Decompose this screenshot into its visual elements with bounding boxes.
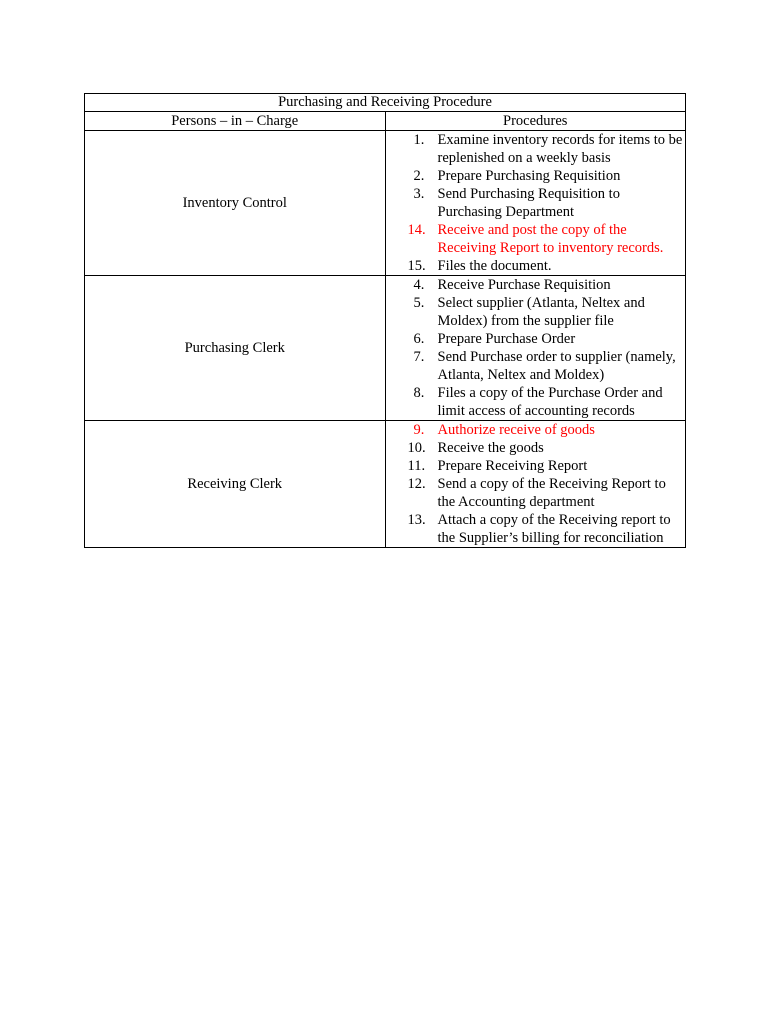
- table-title: Purchasing and Receiving Procedure: [85, 94, 686, 112]
- step-text: Files a copy of the Purchase Order and limit access of accounting records: [437, 385, 663, 419]
- step-text: Receive the goods: [437, 440, 544, 456]
- procedure-step: [386, 257, 686, 275]
- table-row: [85, 276, 686, 421]
- procedure-step: [386, 348, 686, 384]
- step-number: 14.: [407, 222, 426, 238]
- person-in-charge-cell: Purchasing Clerk: [85, 276, 386, 421]
- procedure-step: [386, 221, 686, 257]
- step-number: 8.: [413, 385, 425, 401]
- procedure-list: [386, 131, 686, 275]
- procedure-list: [386, 421, 686, 547]
- step-number: 4.: [413, 277, 425, 293]
- step-text: Receive Purchase Requisition: [437, 277, 611, 293]
- procedure-step: [386, 439, 686, 457]
- step-text: Attach a copy of the Receiving report to the Supplier’s billing for reconciliation: [437, 512, 671, 546]
- step-text: Send Purchasing Requisition to Purchasing Department: [437, 186, 620, 220]
- table-header-row: [85, 112, 686, 131]
- step-number: 6.: [413, 331, 425, 347]
- step-number: 9.: [413, 422, 425, 438]
- procedure-list: [386, 276, 686, 420]
- procedure-step: [386, 475, 686, 511]
- step-number: 15.: [407, 258, 426, 274]
- step-number: 12.: [407, 476, 426, 492]
- procedures-cell: [385, 276, 686, 421]
- person-in-charge-cell: Receiving Clerk: [85, 421, 386, 548]
- person-in-charge-cell: Inventory Control: [85, 131, 386, 276]
- step-number: 11.: [407, 458, 426, 474]
- step-number: 2.: [413, 168, 425, 184]
- procedures-cell: [385, 131, 686, 276]
- procedure-step: [386, 421, 686, 439]
- procedure-table: [84, 93, 686, 548]
- table-row: [85, 421, 686, 548]
- step-number: 5.: [413, 295, 425, 311]
- step-text: Authorize receive of goods: [437, 422, 595, 438]
- step-text: Select supplier (Atlanta, Neltex and Moldex) from the supplier file: [437, 295, 645, 329]
- step-text: Send a copy of the Receiving Report to the Accounting department: [437, 476, 666, 510]
- step-text: Prepare Purchasing Requisition: [437, 168, 621, 184]
- procedure-step: [386, 384, 686, 420]
- procedure-step: [386, 276, 686, 294]
- step-text: Prepare Receiving Report: [437, 458, 588, 474]
- header-persons-in-charge: Persons – in – Charge: [85, 112, 386, 131]
- procedure-step: [386, 185, 686, 221]
- step-number: 1.: [413, 132, 425, 148]
- step-text: Prepare Purchase Order: [437, 331, 576, 347]
- step-number: 7.: [413, 349, 425, 365]
- procedure-step: [386, 511, 686, 547]
- header-procedures: Procedures: [385, 112, 686, 131]
- step-text: Files the document.: [437, 258, 552, 274]
- step-text: Send Purchase order to supplier (namely, Atlanta, Neltex and Moldex): [437, 349, 676, 383]
- procedure-step: [386, 167, 686, 185]
- procedure-step: [386, 131, 686, 167]
- procedure-step: [386, 330, 686, 348]
- procedure-step: [386, 294, 686, 330]
- step-number: 10.: [407, 440, 426, 456]
- procedures-cell: [385, 421, 686, 548]
- procedure-step: [386, 457, 686, 475]
- step-number: 13.: [407, 512, 426, 528]
- step-number: 3.: [413, 186, 425, 202]
- table-row: [85, 131, 686, 276]
- step-text: Receive and post the copy of the Receiving Report to inventory records.: [437, 222, 664, 256]
- step-text: Examine inventory records for items to be replenished on a weekly basis: [437, 132, 683, 166]
- table-title-row: [85, 94, 686, 112]
